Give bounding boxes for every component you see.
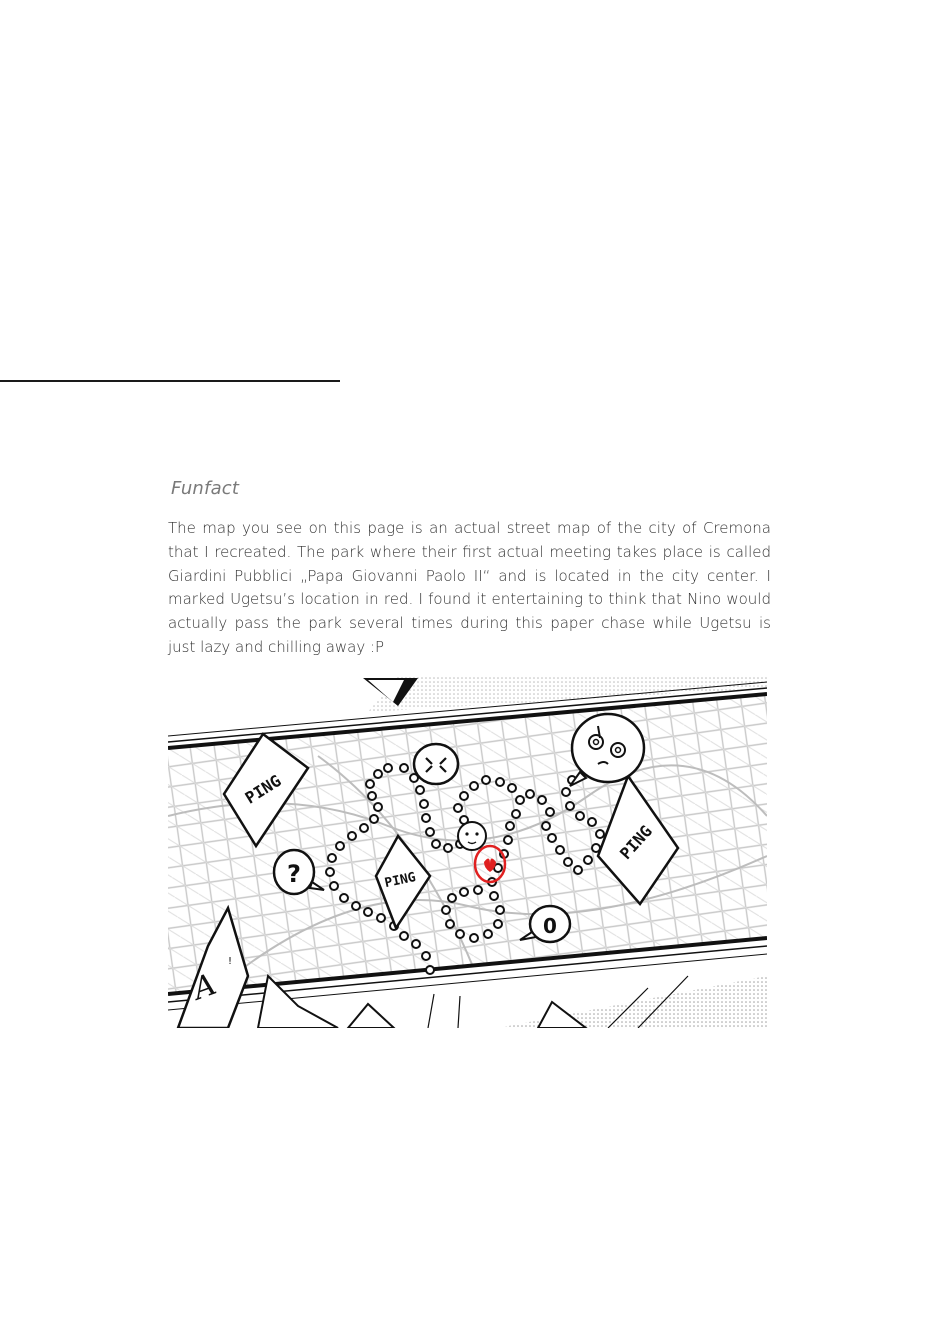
face-bubble	[458, 822, 486, 850]
street-map	[168, 676, 767, 1028]
svg-text:PING: PING	[241, 771, 285, 808]
svg-text:0: 0	[543, 914, 557, 938]
anger-bubble	[414, 744, 458, 784]
section-divider	[0, 380, 340, 382]
svg-text:?: ?	[287, 860, 301, 888]
funfact-paragraph: The map you see on this page is an actual street map of the city of Cremona that I recreated. The park where their first actual meeting takes place is called Giardini Pubblici „Papa Giovanni Paolo II“ and is located in the city center. I marked Ugetsu’s location in red. I found it entertaining to think that Nino would actually pass the park several times during this paper chase while Ugetsu is just lazy and chilling away :P	[168, 519, 771, 656]
manga-map-panel	[168, 676, 767, 1028]
svg-text:PING: PING	[383, 869, 418, 892]
svg-text:!: !	[227, 956, 233, 967]
funfact-heading: Funfact	[171, 478, 240, 499]
svg-text:PING: PING	[615, 821, 656, 863]
svg-text:A: A	[188, 966, 221, 1008]
cremona-map-illustration	[168, 676, 767, 1028]
